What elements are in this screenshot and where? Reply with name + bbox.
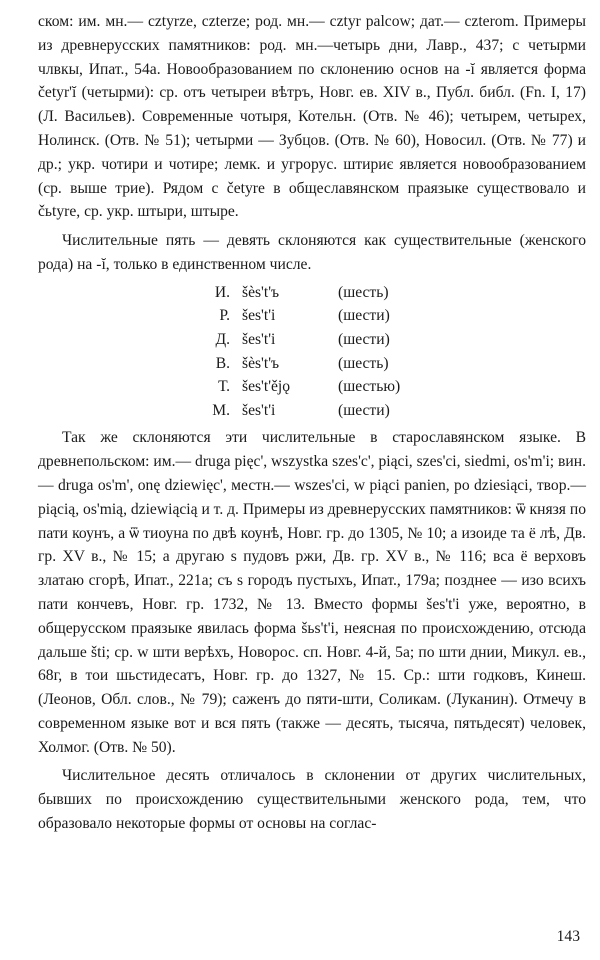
declension-row — [200, 281, 400, 305]
declension-row — [200, 304, 400, 328]
declension-table — [200, 281, 400, 423]
case-form: šes't'i — [242, 401, 276, 419]
paragraph-3: Так же склоняются эти числительные в старославянском языке. В древнепольском: им.— druga pięc', wszystka szes'c', piąci, szes'ci, siedmi, os'm'i; вин.— druga os'm', onę dziewięc', местн.— wszes'ci, w piąci panien, po dziesiąci, твор.— piącią, os'mią, dziewiącią и т. д. Примеры из древнерусских памятников: ѿ князя по пати коунъ, а ѿ тиоуна по двѣ коунѣ, Новг. гр. до 1305, № 10; а изоиде та ё лѣ, Дв. гр. XV в., № 15; а другаю ѕ пудовъ ржи, Дв. гр. XV в., № 116; вса ё верховъ златаю сгорѣ, Ипат., 221а; съ ѕ городъ пустыхъ, Ипат., 179а; позднее — изо всихъ пати кончевъ, Новг. гр. 1732, № 13. Вместо формы šes't'i уже, вероятно, в общерусском праязыке явилась форма šьs't'i, неясная по происхождению, отсюда дальше šti; ср. w шти верѣхъ, Новорос. сп. Новг. 4-й, 5а; по шти днии, Микул. ев., 68г, в тои шьстидесатъ, Новг. гр. до 1327, № 15. Ср.: шти годковъ, Кинеш. (Леонов, Обл. слов., № 79); саженъ до пяти-шти, Соликам. (Луканин). Отмечу в современном языке вот и вся пять (также — десять, тысяча, пятьдесят) человек, Холмог. (Отв. № 50). — [38, 429, 586, 756]
case-form: šes't'i — [242, 330, 276, 348]
case-form: šes't'ějǫ — [242, 378, 291, 396]
case-label: Т. — [218, 378, 230, 396]
case-form: šes't'i — [242, 307, 276, 325]
case-form: šès't'ъ — [242, 283, 280, 301]
paragraph-1: ском: им. мн.— cztyrze, czterze; род. мн.— cztyr palcow; дат.— czterom. Примеры из древнерусских памятников: род. мн.—четырь дни, Лавр., 437; с четырми члвкы, Ипат., 54а. Новообразованием по склонению основ на -ĭ является форма četyr'ĭ (четырми): ср. отъ четыреи вѣтръ, Новг. ев. XIV в., Публ. библ. (Fn. I, 17) (Л. Васильев). Современные чотыря, Котельн. (Отв. № 46); четырем, четырех, Нолинск. (Отв. № 51); четырми — Зубцов. (Отв. № 60), Новосил. (Отв. № 77) и др.; укр. чотири и чотире; лемк. и угрорус. штириє является новообразованием (ср. выше трие). Рядом с četyre в общеславянском праязыке существовало и čьtyre, ср. укр. штыри, штыре. — [38, 13, 586, 221]
paragraph-2: Числительные пять — девять склоняются как существительные (женского рода) на -ĭ, только в единственном числе. — [38, 232, 586, 273]
case-label: М. — [212, 401, 230, 419]
case-gloss: (шесть) — [338, 283, 389, 301]
case-label: В. — [215, 354, 230, 372]
declension-row — [200, 399, 400, 423]
case-gloss: (шести) — [338, 401, 390, 419]
case-label: Д. — [215, 330, 230, 348]
declension-row — [200, 328, 400, 352]
case-gloss: (шесть) — [338, 354, 389, 372]
case-label: Р. — [219, 307, 230, 325]
page-number: 143 — [556, 928, 580, 945]
case-gloss: (шестью) — [338, 378, 401, 396]
paragraph-4: Числительное десять отличалось в склонении от других числительных, бывших по происхождению существительными женского рода, тем, что образовало некоторые формы от основы на соглас- — [38, 767, 586, 833]
case-form: šès't'ъ — [242, 354, 280, 372]
declension-row — [200, 375, 400, 399]
case-label: И. — [214, 283, 230, 301]
case-gloss: (шести) — [338, 307, 390, 325]
case-gloss: (шести) — [338, 330, 390, 348]
declension-row — [200, 352, 400, 376]
